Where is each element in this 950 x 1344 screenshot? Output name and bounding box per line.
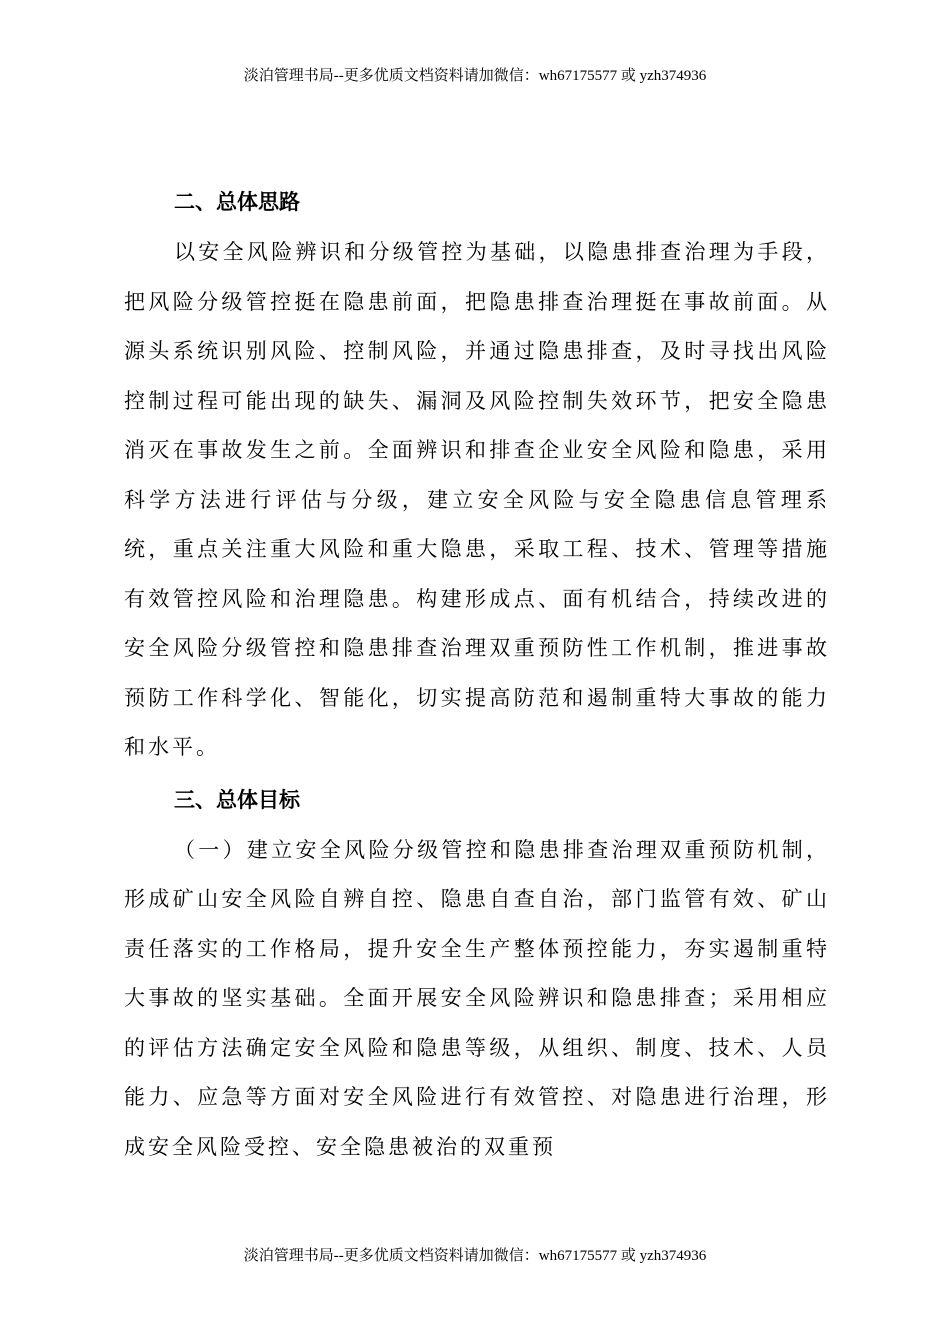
document-body — [124, 182, 830, 1172]
section-heading-overall-goals: 三、总体目标 — [174, 787, 300, 812]
section-heading-overall-approach: 二、总体思路 — [174, 190, 300, 214]
page-footer: 淡泊管理书局--更多优质文档资料请加微信：wh67175577 或 yzh374936 — [243, 1248, 707, 1264]
paragraph-overall-goals: （一）建立安全风险分级管控和隐患排查治理双重预防机制，形成矿山安全风险自辨自控、隐患自查自治，部门监管有效、矿山责任落实的工作格局，提升安全生产整体预控能力，夯实遏制重特大事故的坚实基础。全面开展安全风险辨识和隐患排查；采用相应的评估方法确定安全风险和隐患等级，从组织、制度、技术、人员能力、应急等方面对安全风险进行有效管控、对隐患进行治理，形成安全风险受控、安全隐患被治的双重预 — [124, 837, 830, 1159]
paragraph-overall-approach: 以安全风险辨识和分级管控为基础，以隐患排查治理为手段，把风险分级管控挺在隐患前面，把隐患排查治理挺在事故前面。从源头系统识别风险、控制风险，并通过隐患排查，及时寻找出风险控制过程可能出现的缺失、漏洞及风险控制失效环节，把安全隐患消灭在事故发生之前。全面辨识和排查企业安全风险和隐患，采用科学方法进行评估与分级，建立安全风险与安全隐患信息管理系统，重点关注重大风险和重大隐患，采取工程、技术、管理等措施有效管控风险和治理隐患。构建形成点、面有机结合，持续改进的安全风险分级管控和隐患排查治理双重预防性工作机制，推进事故预防工作科学化、智能化，切实提高防范和遏制重特大事故的能力和水平。 — [124, 240, 830, 759]
page-header: 淡泊管理书局--更多优质文档资料请加微信：wh67175577 或 yzh374936 — [243, 68, 707, 84]
